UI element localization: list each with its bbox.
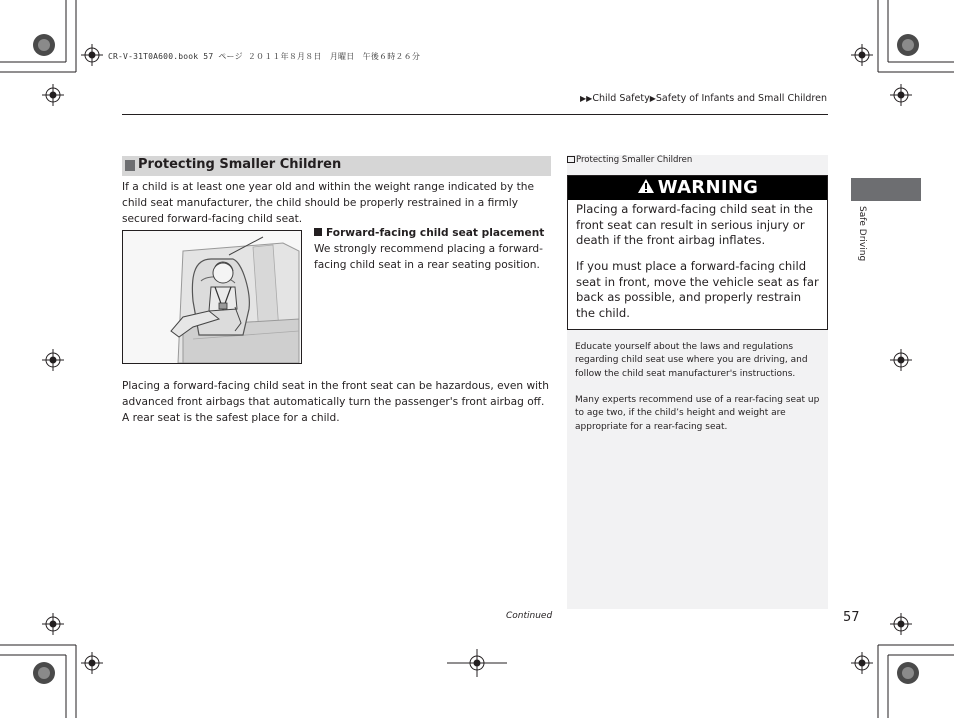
continued-label: Continued xyxy=(506,611,553,621)
print-header: CR-V-31T0A600.book 57 ページ ２０１１年８月８日 月曜日 午後６時２６分 xyxy=(108,52,421,61)
sub-heading-text: Forward-facing child seat placement xyxy=(326,227,545,239)
bullet-square-icon xyxy=(314,228,322,236)
chapter-tab-label: Safe Driving xyxy=(857,206,867,262)
section-title: Protecting Smaller Children xyxy=(138,157,342,172)
intro-paragraph: If a child is at least one year old and within the weight range indicated by the child seat manufacturer, the child should be properly restrained in a firmly secured forward-facing child seat. xyxy=(122,181,534,225)
arrow-icon: ▶ xyxy=(649,94,656,103)
breadcrumb-parent[interactable]: Child Safety xyxy=(592,93,650,104)
double-arrow-icon: ▶▶ xyxy=(580,94,593,103)
section-heading-bar xyxy=(122,156,551,176)
breadcrumb-current[interactable]: Safety of Infants and Small Children xyxy=(655,93,827,104)
warning-triangle-icon xyxy=(637,178,655,194)
section-square-icon xyxy=(125,160,135,171)
sub-heading xyxy=(314,227,544,239)
placement-paragraph: We strongly recommend placing a forward-facing child seat in a rear seating position. xyxy=(314,243,543,271)
reference-arrow-icon xyxy=(567,156,575,163)
chapter-tab[interactable] xyxy=(851,178,921,201)
sidebar-reference-text: Protecting Smaller Children xyxy=(576,155,693,165)
sidebar-note-2: Many experts recommend use of a rear-facing seat up to age two, if the child’s height and weight are appropriate for a rear-facing seat. xyxy=(575,395,820,432)
warning-title: WARNING xyxy=(657,177,759,198)
warning-paragraph-2: If you must place a forward-facing child seat in front, move the vehicle seat as far back as possible, and properly restrain the child. xyxy=(576,259,819,320)
breadcrumb xyxy=(580,93,827,104)
closing-paragraph: Placing a forward-facing child seat in the front seat can be hazardous, even with advanced front airbags that automatically turn the passenger's front airbag off. A rear seat is the safest place for a child. xyxy=(122,380,549,424)
warning-paragraph-1: Placing a forward-facing child seat in the front seat can result in serious injury or death if the front airbag inflates. xyxy=(576,202,813,247)
page-number: 57 xyxy=(843,610,860,625)
warning-box xyxy=(567,175,828,330)
header-rule xyxy=(122,114,828,115)
warning-header xyxy=(568,176,827,200)
child-seat-illustration xyxy=(122,230,302,364)
sidebar-note-1: Educate yourself about the laws and regulations regarding child seat use where you are driving, and follow the child seat manufacturer's instructions. xyxy=(575,342,808,379)
sidebar-reference[interactable] xyxy=(567,155,692,165)
